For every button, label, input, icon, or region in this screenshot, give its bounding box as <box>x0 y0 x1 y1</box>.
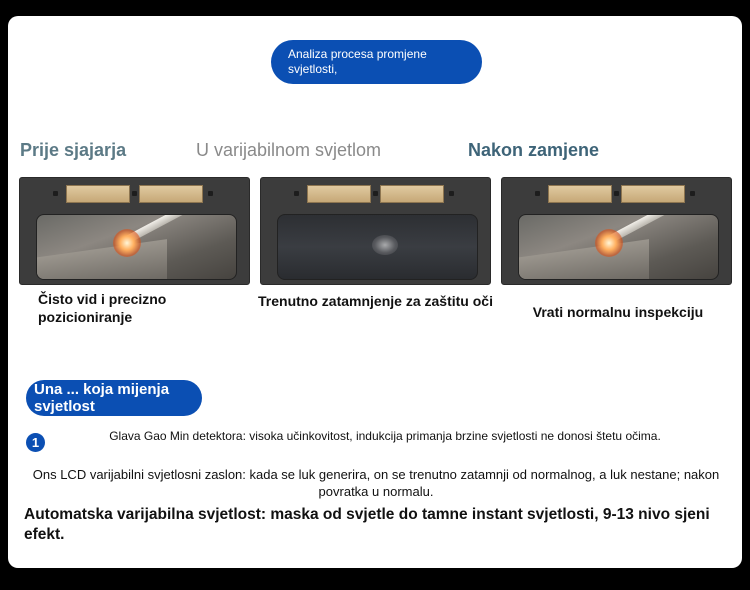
solar-cell-right <box>139 185 203 203</box>
solar-cell-right <box>380 185 444 203</box>
helmet-filter-panel-during <box>260 177 491 285</box>
dimmed-arc-spot <box>372 235 398 255</box>
after-change-title: Nakon zamjene <box>468 140 600 160</box>
process-analysis-pill: Analiza procesa promjene svjetlosti, <box>271 40 482 84</box>
number-one-icon: 1 <box>26 433 45 452</box>
during-caption: Trenutno zatamnjenje za zaštitu oči <box>258 293 493 309</box>
solar-cell-left <box>307 185 371 203</box>
light-change-section-pill: Una ... koja mijenja svjetlost <box>26 380 202 416</box>
clear-lens-view <box>518 214 719 280</box>
detector-description: Glava Gao Min detektora: visoka učinkovitost, indukcija primanja brzine svjetlosti ne donosi štetu očima. <box>109 429 661 443</box>
after-caption: Vrati normalnu inspekciju <box>532 304 704 320</box>
solar-cell-right <box>621 185 685 203</box>
before-welding-title: Prije sjajarja <box>20 140 127 160</box>
solar-cell-left <box>548 185 612 203</box>
clear-lens-view <box>36 214 237 280</box>
lcd-description: Ons LCD varijabilni svjetlosni zaslon: kada se luk generira, on se trenutno zatamnji od normalnog, a luk nestane; nakon povratka u normalu. <box>32 467 720 499</box>
auto-dimming-description: Automatska varijabilna svjetlost: maska od svjetle do tamne instant svjetlosti, 9-13 nivo sjeni efekt. <box>24 506 710 543</box>
solar-cell-left <box>66 185 130 203</box>
darkened-lens-view <box>277 214 478 280</box>
product-info-card <box>8 16 742 568</box>
helmet-filter-panel-before <box>19 177 250 285</box>
before-caption: Čisto vid i precizno pozicioniranje <box>38 291 167 325</box>
helmet-filter-panel-after <box>501 177 732 285</box>
welding-arc-glow <box>595 229 623 257</box>
during-light-title: U varijabilnom svjetlom <box>196 140 382 160</box>
welding-arc-glow <box>113 229 141 257</box>
